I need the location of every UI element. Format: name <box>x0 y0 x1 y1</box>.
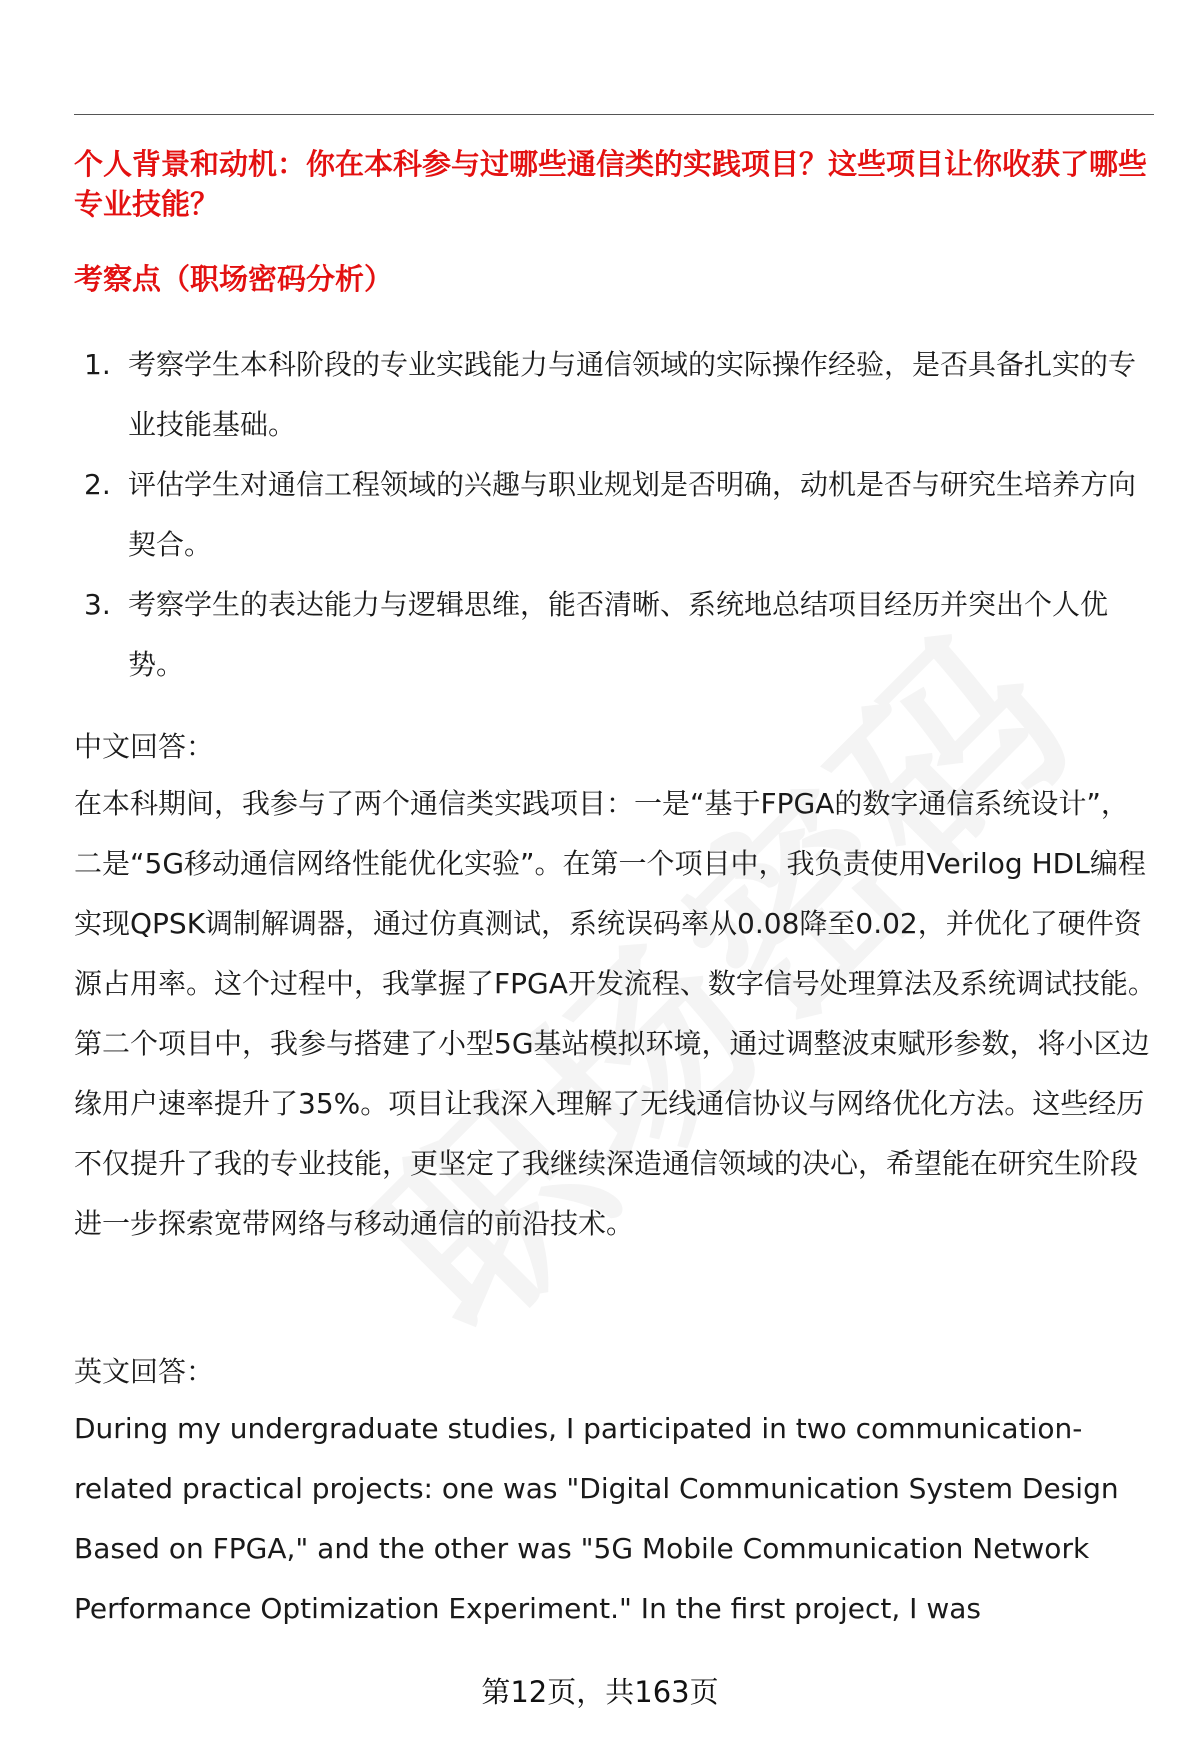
english-answer-label: 英文回答： <box>74 1355 215 1388</box>
key-point-item <box>74 575 1154 695</box>
key-point-number: 1. <box>84 348 111 381</box>
english-answer-text: During my undergraduate studies, I participated in two communication-related practical projects: one was "Digital Communication System Design Based on FPGA," and the other was "5G Mobile Communication Network Performance Optimization Experiment." In the first project, I was <box>74 1412 1119 1625</box>
key-points-heading: 考察点（职场密码分析） <box>74 262 394 296</box>
key-point-number: 2. <box>84 468 111 501</box>
question-heading: 个人背景和动机：你在本科参与过哪些通信类的实践项目？这些项目让你收获了哪些专业技能？ <box>74 147 1148 221</box>
chinese-answer-label: 中文回答： <box>74 730 215 763</box>
key-points-list <box>74 335 1154 695</box>
key-point-item <box>74 335 1154 455</box>
key-point-item <box>74 455 1154 575</box>
key-point-number: 3. <box>84 588 111 621</box>
header-divider <box>74 114 1154 115</box>
key-point-text: 评估学生对通信工程领域的兴趣与职业规划是否明确，动机是否与研究生培养方向契合。 <box>128 468 1137 561</box>
key-point-text: 考察学生本科阶段的专业实践能力与通信领域的实际操作经验，是否具备扎实的专业技能基础。 <box>128 348 1137 441</box>
chinese-answer-text: 在本科期间，我参与了两个通信类实践项目：一是“基于FPGA的数字通信系统设计”，二是“5G移动通信网络性能优化实验”。在第一个项目中，我负责使用Verilog HDL编程实现QPSK调制解调器，通过仿真测试，系统误码率从0.08降至0.02，并优化了硬件资源占用率。这个过程中，我掌握了FPGA开发流程、数字信号处理算法及系统调试技能。第二个项目中，我参与搭建了小型5G基站模拟环境，通过调整波束赋形参数，将小区边缘用户速率提升了35%。项目让我深入理解了无线通信协议与网络优化方法。这些经历不仅提升了我的专业技能，更坚定了我继续深造通信领域的决心，希望能在研究生阶段进一步探索宽带网络与移动通信的前沿技术。 <box>74 787 1156 1240</box>
key-point-text: 考察学生的表达能力与逻辑思维，能否清晰、系统地总结项目经历并突出个人优势。 <box>128 588 1109 681</box>
page-number-footer: 第12页，共163页 <box>481 1675 719 1709</box>
